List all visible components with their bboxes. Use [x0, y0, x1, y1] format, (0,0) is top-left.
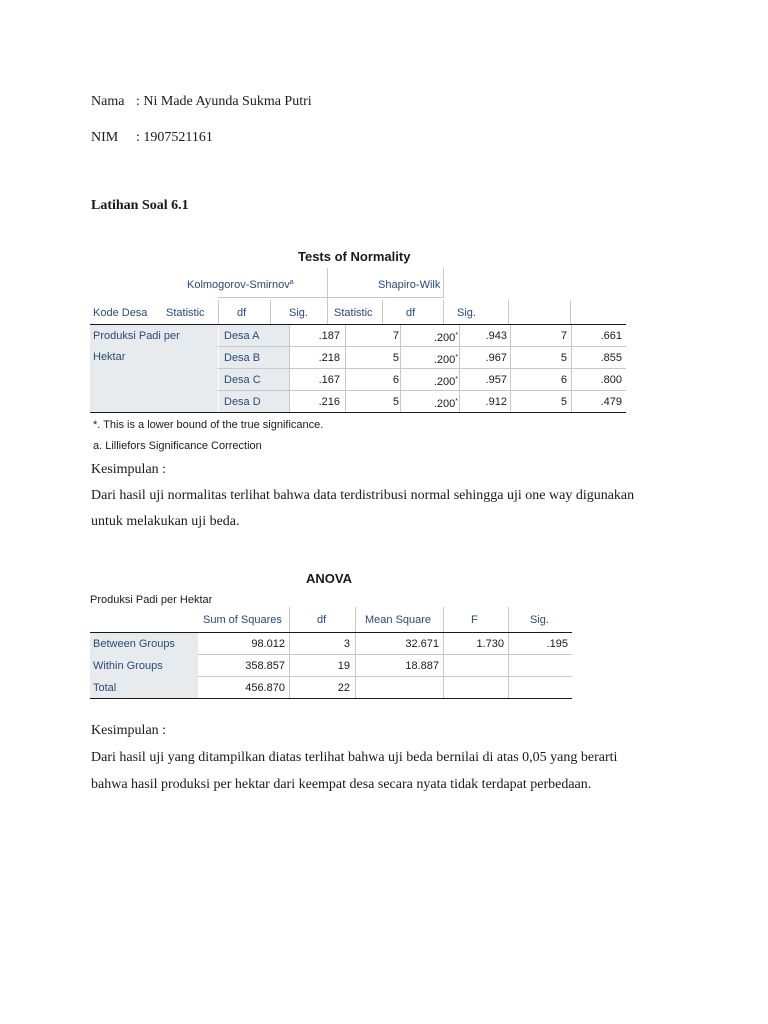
row-total: Total [90, 677, 198, 699]
header-divider [443, 268, 444, 298]
ks-sig: .200* [400, 391, 458, 413]
sw-df: 6 [515, 369, 567, 391]
row-desa-b: Desa B [219, 347, 289, 369]
ks-statistic: .218 [290, 347, 340, 369]
header-divider [327, 268, 328, 324]
f-value: 1.730 [446, 633, 504, 655]
name-label: Nama [91, 94, 125, 109]
row-within-groups: Within Groups [90, 655, 198, 677]
normality-title: Tests of Normality [298, 249, 411, 264]
conclusion-label: Kesimpulan : [91, 723, 167, 738]
group-header-ks: Kolmogorov-Smirnov$^a$ [187, 279, 294, 291]
df: 19 [292, 655, 350, 677]
group-header-sw: Shapiro-Wilk [378, 279, 441, 291]
ks-statistic: .216 [290, 391, 340, 413]
footnote-lilliefors: a. Lilliefors Significance Correction [93, 440, 262, 452]
conclusion-label: Kesimpulan : [91, 462, 167, 477]
conclusion-text: bahwa hasil produksi per hektar dari keempat desa secara nyata tidak terdapat perbedaan. [91, 777, 592, 792]
col-header-ks-df: df [237, 307, 247, 319]
col-header-sum-of-squares: Sum of Squares [203, 614, 282, 626]
ks-statistic: .167 [290, 369, 340, 391]
anova-title: ANOVA [306, 571, 352, 586]
df: 22 [292, 677, 350, 699]
col-header-ks-statistic: Statistic [166, 307, 205, 319]
table-bottom-rule [90, 412, 626, 413]
row-desa-c: Desa C [219, 369, 289, 391]
sw-df: 5 [515, 347, 567, 369]
mean-square: 32.671 [358, 633, 439, 655]
conclusion-text: Dari hasil uji yang ditampilkan diatas terlihat bahwa uji beda bernilai di atas 0,05 yang berarti [91, 750, 618, 765]
mean-square: 18.887 [358, 655, 439, 677]
row-desa-d: Desa D [219, 391, 289, 413]
sum-of-squares: 98.012 [200, 633, 285, 655]
sw-df: 7 [515, 325, 567, 347]
col-header-kode-desa: Kode Desa [93, 307, 148, 319]
ks-df: 5 [350, 347, 399, 369]
sw-sig: .479 [575, 391, 622, 413]
nim-value: : 1907521161 [136, 130, 213, 145]
sum-of-squares: 456.870 [200, 677, 285, 699]
sw-statistic: .967 [460, 347, 507, 369]
ks-sig: .200* [400, 369, 458, 391]
footnote-lower-bound: *. This is a lower bound of the true significance. [93, 419, 324, 431]
f-value [446, 655, 504, 677]
col-header-sw-sig: Sig. [457, 307, 476, 319]
mean-square [358, 677, 439, 699]
col-header-sig: Sig. [530, 614, 549, 626]
ks-df: 5 [350, 391, 399, 413]
sig-value [511, 677, 568, 699]
section-title: Latihan Soal 6.1 [91, 198, 189, 213]
sw-statistic: .912 [460, 391, 507, 413]
sum-of-squares: 358.857 [200, 655, 285, 677]
ks-sig: .200* [400, 347, 458, 369]
anova-bottom-rule [90, 698, 572, 699]
header-rule [218, 297, 443, 298]
sw-statistic: .957 [460, 369, 507, 391]
col-header-df: df [317, 614, 327, 626]
sw-statistic: .943 [460, 325, 507, 347]
df: 3 [292, 633, 350, 655]
col-header-f: F [471, 614, 478, 626]
row-group-label: Produksi Padi per Hektar [90, 325, 218, 412]
row-desa-a: Desa A [219, 325, 289, 347]
sw-sig: .800 [575, 369, 622, 391]
ks-df: 7 [350, 325, 399, 347]
sig-value: .195 [511, 633, 568, 655]
sig-value [511, 655, 568, 677]
ks-df: 6 [350, 369, 399, 391]
col-header-ks-sig: Sig. [289, 307, 308, 319]
sw-df: 5 [515, 391, 567, 413]
nim-label: NIM [91, 130, 119, 145]
ks-statistic: .187 [290, 325, 340, 347]
sw-sig: .661 [575, 325, 622, 347]
name-value: : Ni Made Ayunda Sukma Putri [136, 94, 312, 109]
f-value [446, 677, 504, 699]
col-header-sw-statistic: Statistic [334, 307, 373, 319]
col-header-sw-df: df [406, 307, 416, 319]
conclusion-text: untuk melakukan uji beda. [91, 514, 240, 529]
sw-sig: .855 [575, 347, 622, 369]
anova-subtitle: Produksi Padi per Hektar [90, 594, 213, 606]
ks-sig: .200* [400, 325, 458, 347]
row-between-groups: Between Groups [90, 633, 198, 655]
conclusion-text: Dari hasil uji normalitas terlihat bahwa data terdistribusi normal sehingga uji one way digunakan [91, 488, 635, 503]
col-header-mean-square: Mean Square [365, 614, 432, 626]
